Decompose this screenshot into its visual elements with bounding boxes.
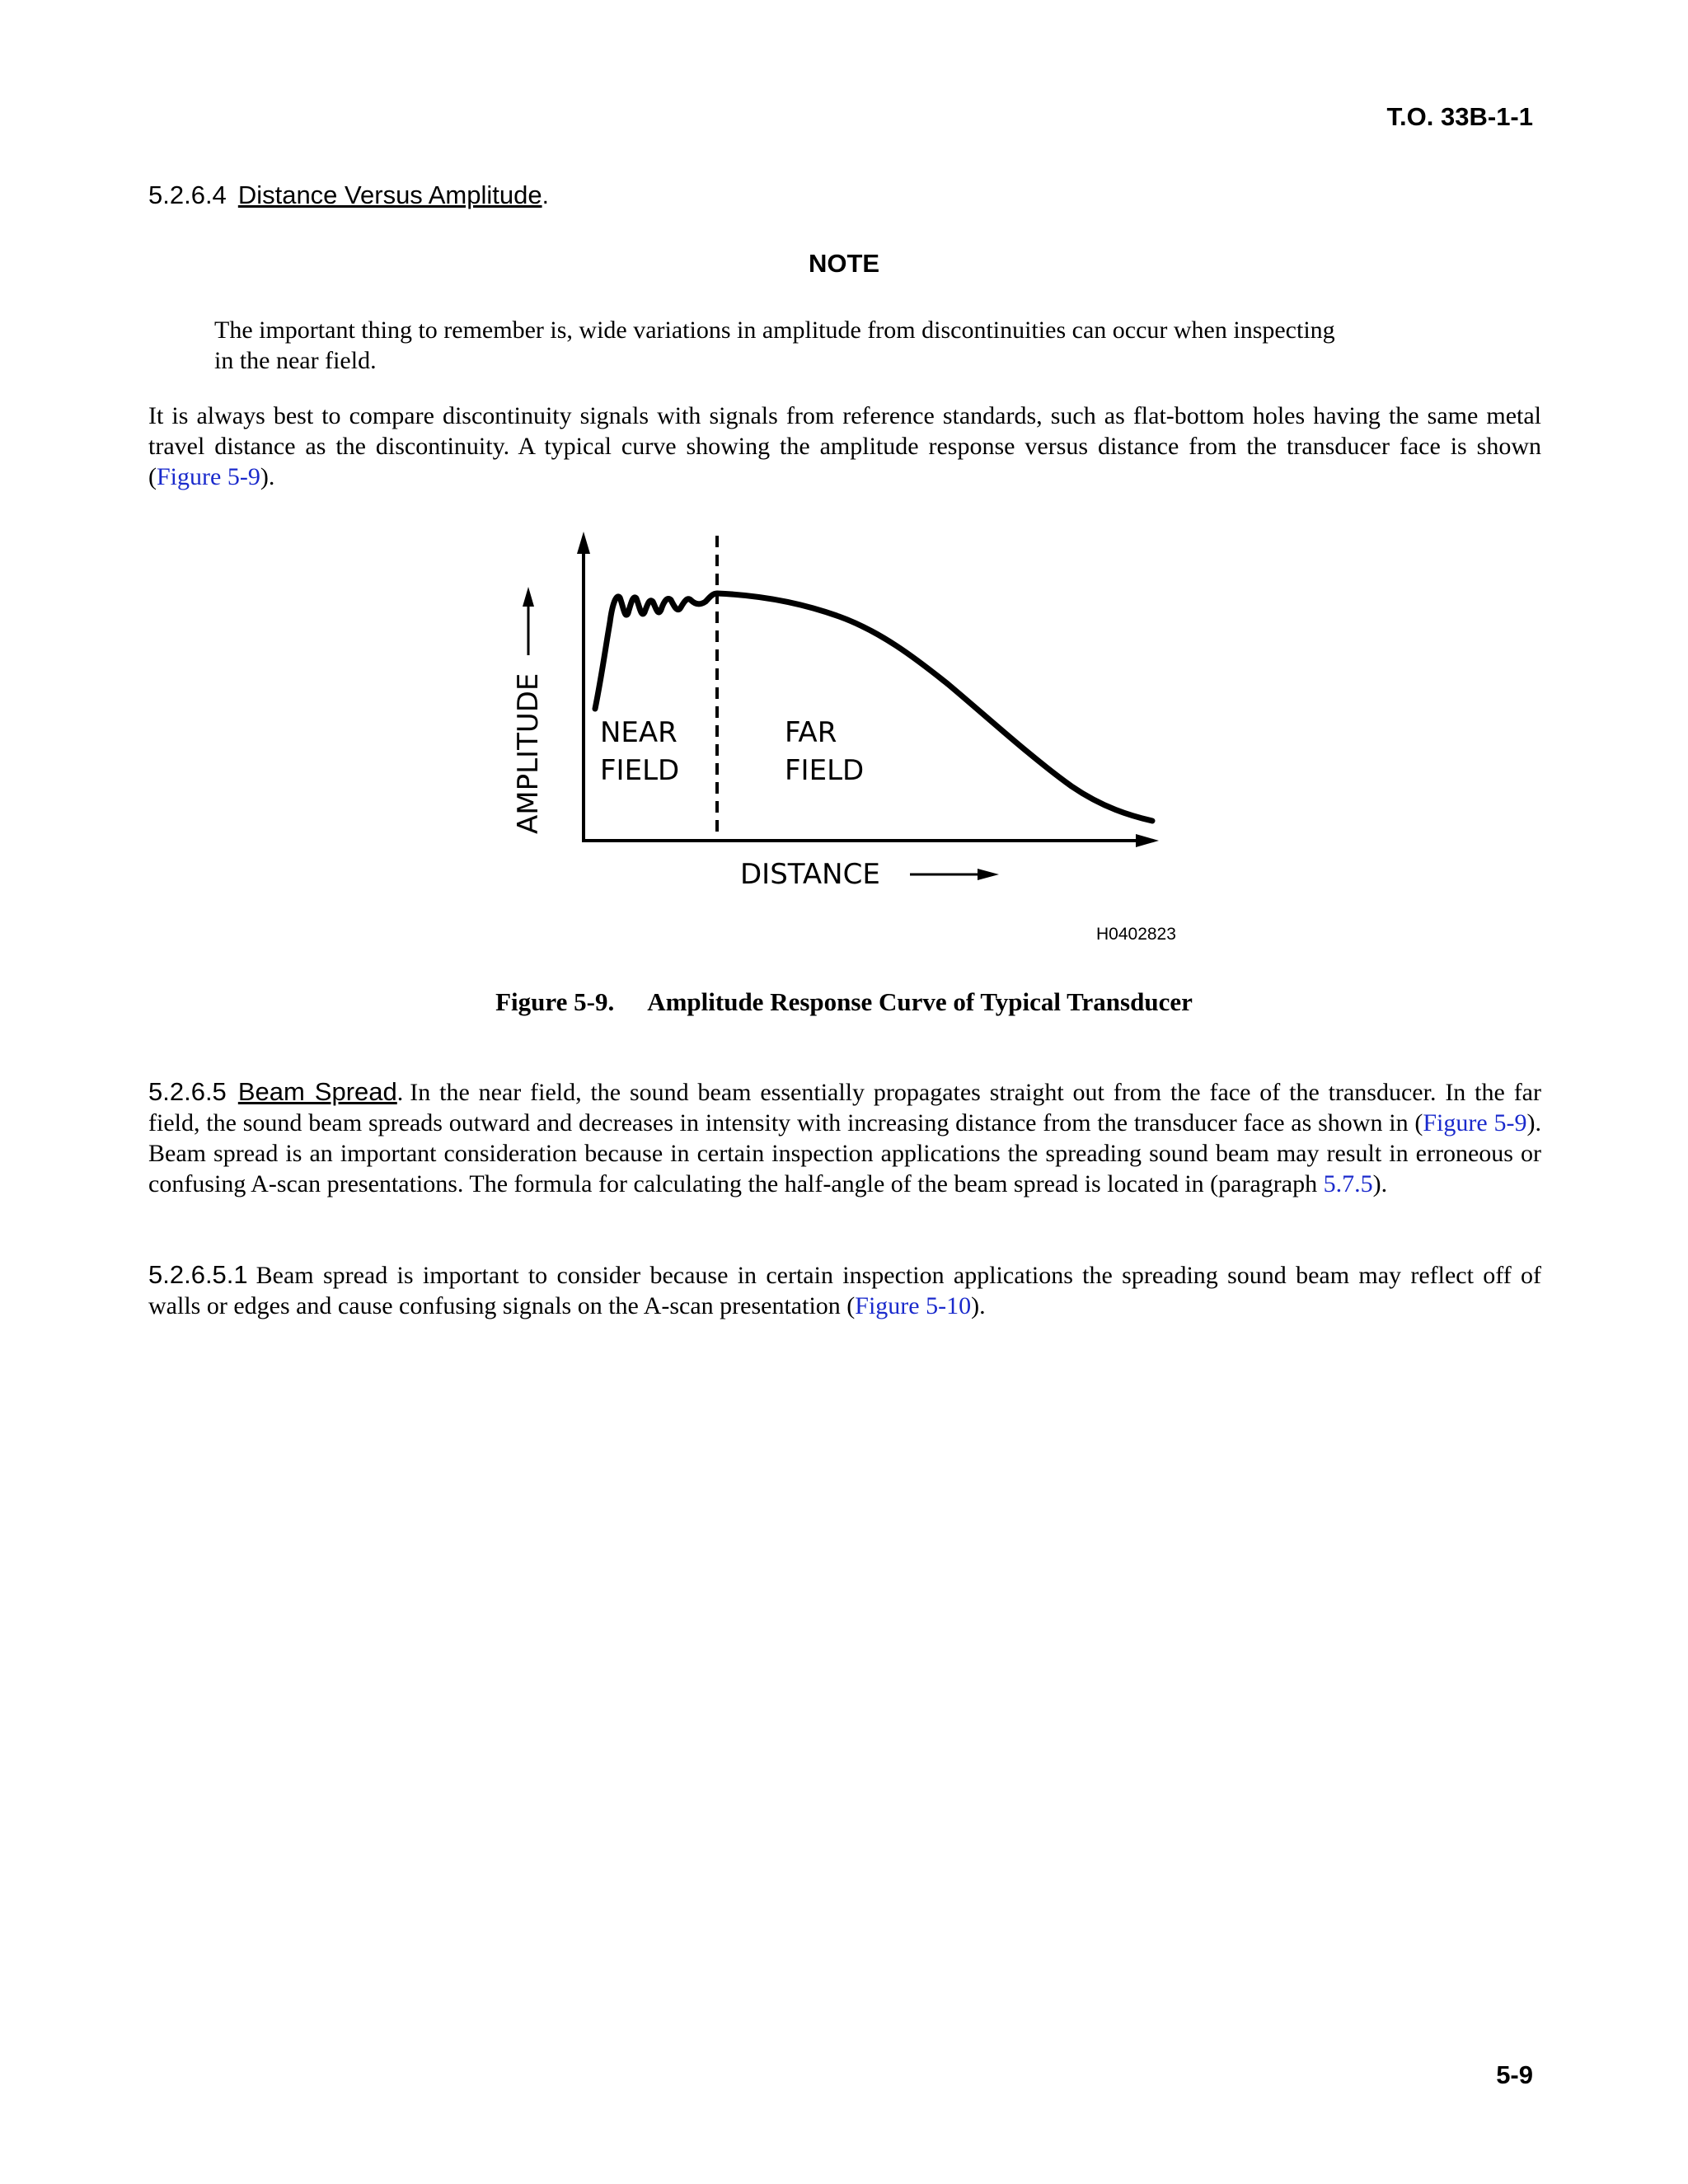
paragraph-title: Beam Spread <box>237 1077 397 1106</box>
paragraph-text: It is always best to compare discontinuity signals with signals from reference standards, such as flat-bottom holes having the same metal travel distance as the discontinuity. A typical curve showing the amplitude response versus distance from the transducer face is shown ( <box>148 402 1541 490</box>
near-field-label-line-1: NEAR <box>600 716 678 749</box>
far-field-label-line-2: FIELD <box>785 754 865 787</box>
x-label-arrowhead <box>978 869 999 880</box>
y-axis-label: AMPLITUDE <box>512 673 545 834</box>
x-axis-label: DISTANCE <box>740 858 880 891</box>
figure-5-9-link[interactable]: Figure 5-9 <box>157 463 260 490</box>
figure-id: H0402823 <box>1096 925 1176 944</box>
paragraph-compare-signals <box>148 401 1541 492</box>
figure-caption <box>0 987 1688 1017</box>
paragraph-number: 5.2.6.5 <box>148 1077 227 1106</box>
far-field-label-line-1: FAR <box>785 716 837 749</box>
caption-title: Amplitude Response Curve of Typical Transducer <box>647 987 1193 1016</box>
page-number: 5-9 <box>1496 2060 1533 2089</box>
x-axis-arrowhead <box>1136 834 1159 847</box>
note-line-1: The important thing to remember is, wide variations in amplitude from discontinuities can occur when inspecting <box>214 316 1335 344</box>
document-id: T.O. 33B-1-1 <box>1386 102 1533 131</box>
paragraph-beam-spread-reflection <box>148 1259 1541 1321</box>
y-axis-arrowhead <box>577 532 590 554</box>
section-number: 5.2.6.4 <box>148 180 227 209</box>
amplitude-response-figure <box>495 527 1179 911</box>
figure-5-9-link[interactable]: Figure 5-9 <box>1423 1109 1527 1137</box>
y-label-arrowhead <box>523 587 534 607</box>
paragraph-end: ). <box>971 1292 986 1319</box>
paragraph-number: 5.2.6.5.1 <box>148 1260 248 1289</box>
paragraph-text-1: In the near field, the sound beam essentially propagates straight out from the face of the transducer. In the far field, the sound beam spreads outward and decreases in intensity with increasing distance from the transducer face as shown in ( <box>148 1079 1541 1137</box>
note-body <box>214 315 1475 376</box>
paragraph-beam-spread <box>148 1076 1541 1199</box>
paragraph-5-7-5-link[interactable]: 5.7.5 <box>1323 1170 1373 1197</box>
paragraph-text: Beam spread is important to consider because in certain inspection applications the spreading sound beam may reflect off of walls or edges and cause confusing signals on the A-scan presentation ( <box>148 1262 1541 1319</box>
paragraph-title-period: . <box>396 1079 404 1106</box>
paragraph-end: ). <box>260 463 275 490</box>
figure-5-10-link[interactable]: Figure 5-10 <box>855 1292 972 1319</box>
section-heading <box>148 180 1541 211</box>
note-line-2: in the near field. <box>214 347 377 374</box>
paragraph-text-3: ). <box>1372 1170 1388 1197</box>
amplitude-response-diagram <box>495 527 1179 907</box>
section-title-period: . <box>542 182 549 209</box>
caption-number: Figure 5-9. <box>495 987 615 1016</box>
section-title: Distance Versus Amplitude <box>237 180 542 209</box>
note-heading: NOTE <box>808 249 880 278</box>
paragraph-text-2: ). Beam spread is an important consideration because in certain inspection applications the spreading sound beam may result in erroneous or confusing A-scan presentations. The formula for calculating the half-angle of the beam spread is located in (paragraph <box>148 1109 1541 1197</box>
near-field-label-line-2: FIELD <box>600 754 680 787</box>
